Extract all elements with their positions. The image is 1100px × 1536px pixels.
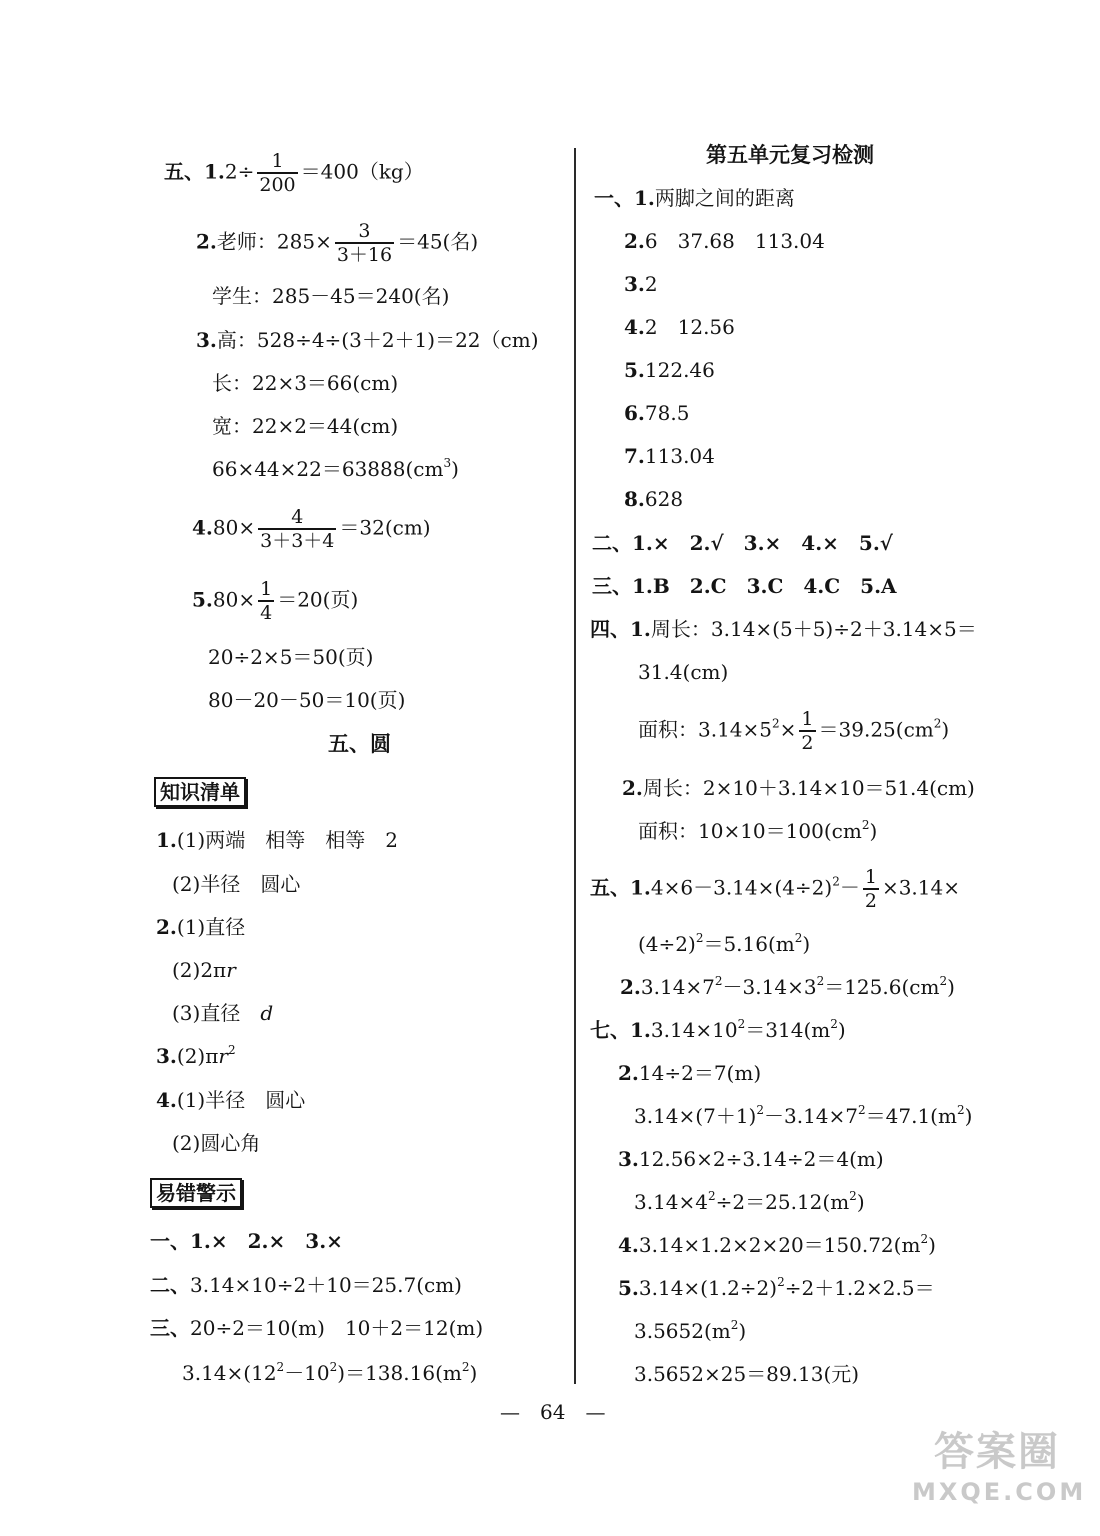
q5-3-line3: 宽：22×2＝44(cm) bbox=[212, 414, 399, 438]
r7-2-line2: $3.14\times(7+1)^2-3.14\times 7^2=47.1(m^2)$ bbox=[634, 1103, 973, 1128]
r4-1-line3: 面积：$3.14\times 5^2\times$ $\frac{1}{2}$ $=39.25(cm^2)$ bbox=[638, 708, 950, 754]
fraction: $\frac{1}{2}$ bbox=[801, 708, 814, 754]
r4-1: 四、1.周长：3.14×(5＋5)÷2＋3.14×5＝ bbox=[590, 617, 977, 641]
e2: 二、3.14×10÷2＋10＝25.7(cm) bbox=[150, 1273, 462, 1297]
fraction: $\frac{1}{200}$ bbox=[259, 150, 296, 196]
k2-line3: (3)直径 d bbox=[172, 1001, 274, 1025]
k2-line2: (2)2πr bbox=[172, 958, 236, 982]
r7-5: $5.3.14\times(1.2\div 2)^2\div 2+1.2\times 2.5=$ bbox=[618, 1275, 935, 1300]
q5-5-line2: 20÷2×5＝50(页) bbox=[208, 645, 374, 669]
r1: 一、1.两脚之间的距离 bbox=[594, 186, 795, 210]
e3-line2: $3.14\times(12^2-10^2)=138.16(m^2)$ bbox=[182, 1360, 478, 1385]
k2: 2.(1)直径 bbox=[156, 915, 246, 939]
knowledge-list-label: 知识清单 bbox=[154, 777, 246, 807]
q5-4: 4.80× $\frac{4}{3+3+4}$ ＝32(cm) bbox=[192, 506, 431, 552]
watermark-top: 答案圈 bbox=[934, 1429, 1060, 1475]
fraction: $\frac{1}{2}$ bbox=[864, 866, 877, 912]
r5-1-line2: $(4\div 2)^2=5.16(m^2)$ bbox=[638, 931, 811, 956]
r4-2-line2: 面积：$10\times 10=100(cm^2)$ bbox=[638, 818, 878, 843]
column-divider bbox=[574, 148, 576, 1384]
unit-review-title: 第五单元复习检测 bbox=[706, 142, 874, 167]
q5-1: 五、1.2÷ $\frac{1}{200}$ ＝400（kg） bbox=[164, 150, 424, 196]
r3: 三、1.B 2.C 3.C 4.C 5.A bbox=[592, 574, 897, 598]
k4-line2: (2)圆心角 bbox=[172, 1131, 261, 1155]
r5-2: $2.3.14\times 7^2-3.14\times 3^2=125.6(cm^2)$ bbox=[620, 974, 955, 999]
q5-3: 3.高：528÷4÷(3＋2＋1)＝22（cm) bbox=[196, 328, 539, 352]
r4-1-line2: 31.4(cm) bbox=[638, 660, 729, 684]
r1-2: 2.6 37.68 113.04 bbox=[624, 229, 825, 253]
r7-3: 3.12.56×2÷3.14÷2＝4(m) bbox=[618, 1147, 884, 1171]
r7-5-line2: $3.5652(m^2)$ bbox=[634, 1318, 747, 1343]
watermark-logo bbox=[912, 1426, 1087, 1522]
k1-line2: (2)半径 圆心 bbox=[172, 872, 301, 896]
r2: 二、1.× 2.√ 3.× 4.× 5.√ bbox=[592, 531, 893, 555]
r7-1: 七、$1.3.14\times 10^2=314(m^2)$ bbox=[590, 1017, 846, 1042]
k4: 4.(1)半径 圆心 bbox=[156, 1088, 306, 1112]
q5-3-line2: 长：22×3＝66(cm) bbox=[212, 371, 399, 395]
r1-8: 8.628 bbox=[624, 487, 684, 511]
e1: 一、1.× 2.× 3.× bbox=[150, 1229, 343, 1253]
r7-4: $4.3.14\times 1.2\times 2\times 20=150.72(m^2)$ bbox=[618, 1232, 936, 1257]
q5-5: 5.80× $\frac{1}{4}$ ＝20(页) bbox=[192, 578, 359, 624]
r7-5-line3: 3.5652×25＝89.13(元) bbox=[634, 1362, 860, 1386]
common-mistakes-label: 易错警示 bbox=[150, 1178, 242, 1208]
r1-3: 3.2 bbox=[624, 272, 658, 296]
fraction: $\frac{1}{4}$ bbox=[260, 578, 273, 624]
q5-2: 2.老师：285× $\frac{3}{3+16}$ ＝45(名) bbox=[196, 220, 479, 266]
fraction: $\frac{3}{3+16}$ bbox=[336, 220, 393, 266]
e3: 三、20÷2＝10(m) 10＋2＝12(m) bbox=[150, 1316, 484, 1340]
r1-6: 6.78.5 bbox=[624, 401, 690, 425]
fraction: $\frac{4}{3+3+4}$ bbox=[260, 506, 335, 552]
r5-1: 五、$1.4\times 6-3.14\times(4\div 2)^2-$ $\frac{1}{2}$ ×3.14× bbox=[590, 866, 960, 912]
q5-2-line2: 学生：285－45＝240(名) bbox=[212, 284, 450, 308]
watermark-bottom: MXQE.COM bbox=[912, 1478, 1087, 1506]
r1-5: 5.122.46 bbox=[624, 358, 715, 382]
k1: 1.(1)两端 相等 相等 2 bbox=[156, 828, 398, 852]
r7-3-line2: $3.14\times 4^2\div 2=25.12(m^2)$ bbox=[634, 1189, 865, 1214]
q5-5-line3: 80－20－50＝10(页) bbox=[208, 688, 406, 712]
r7-2: 2.14÷2＝7(m) bbox=[618, 1061, 762, 1085]
section-title: 五、圆 bbox=[328, 731, 391, 756]
r1-4: 4.2 12.56 bbox=[624, 315, 735, 339]
q5-3-line4: $66\times 44\times 22=63888(cm^3)$ bbox=[212, 456, 459, 481]
k3: $3.(2)\pi r^2$ bbox=[156, 1043, 236, 1068]
r4-2: 2.周长：2×10＋3.14×10＝51.4(cm) bbox=[622, 776, 975, 800]
page-number: — 64 — bbox=[500, 1400, 606, 1424]
r1-7: 7.113.04 bbox=[624, 444, 715, 468]
